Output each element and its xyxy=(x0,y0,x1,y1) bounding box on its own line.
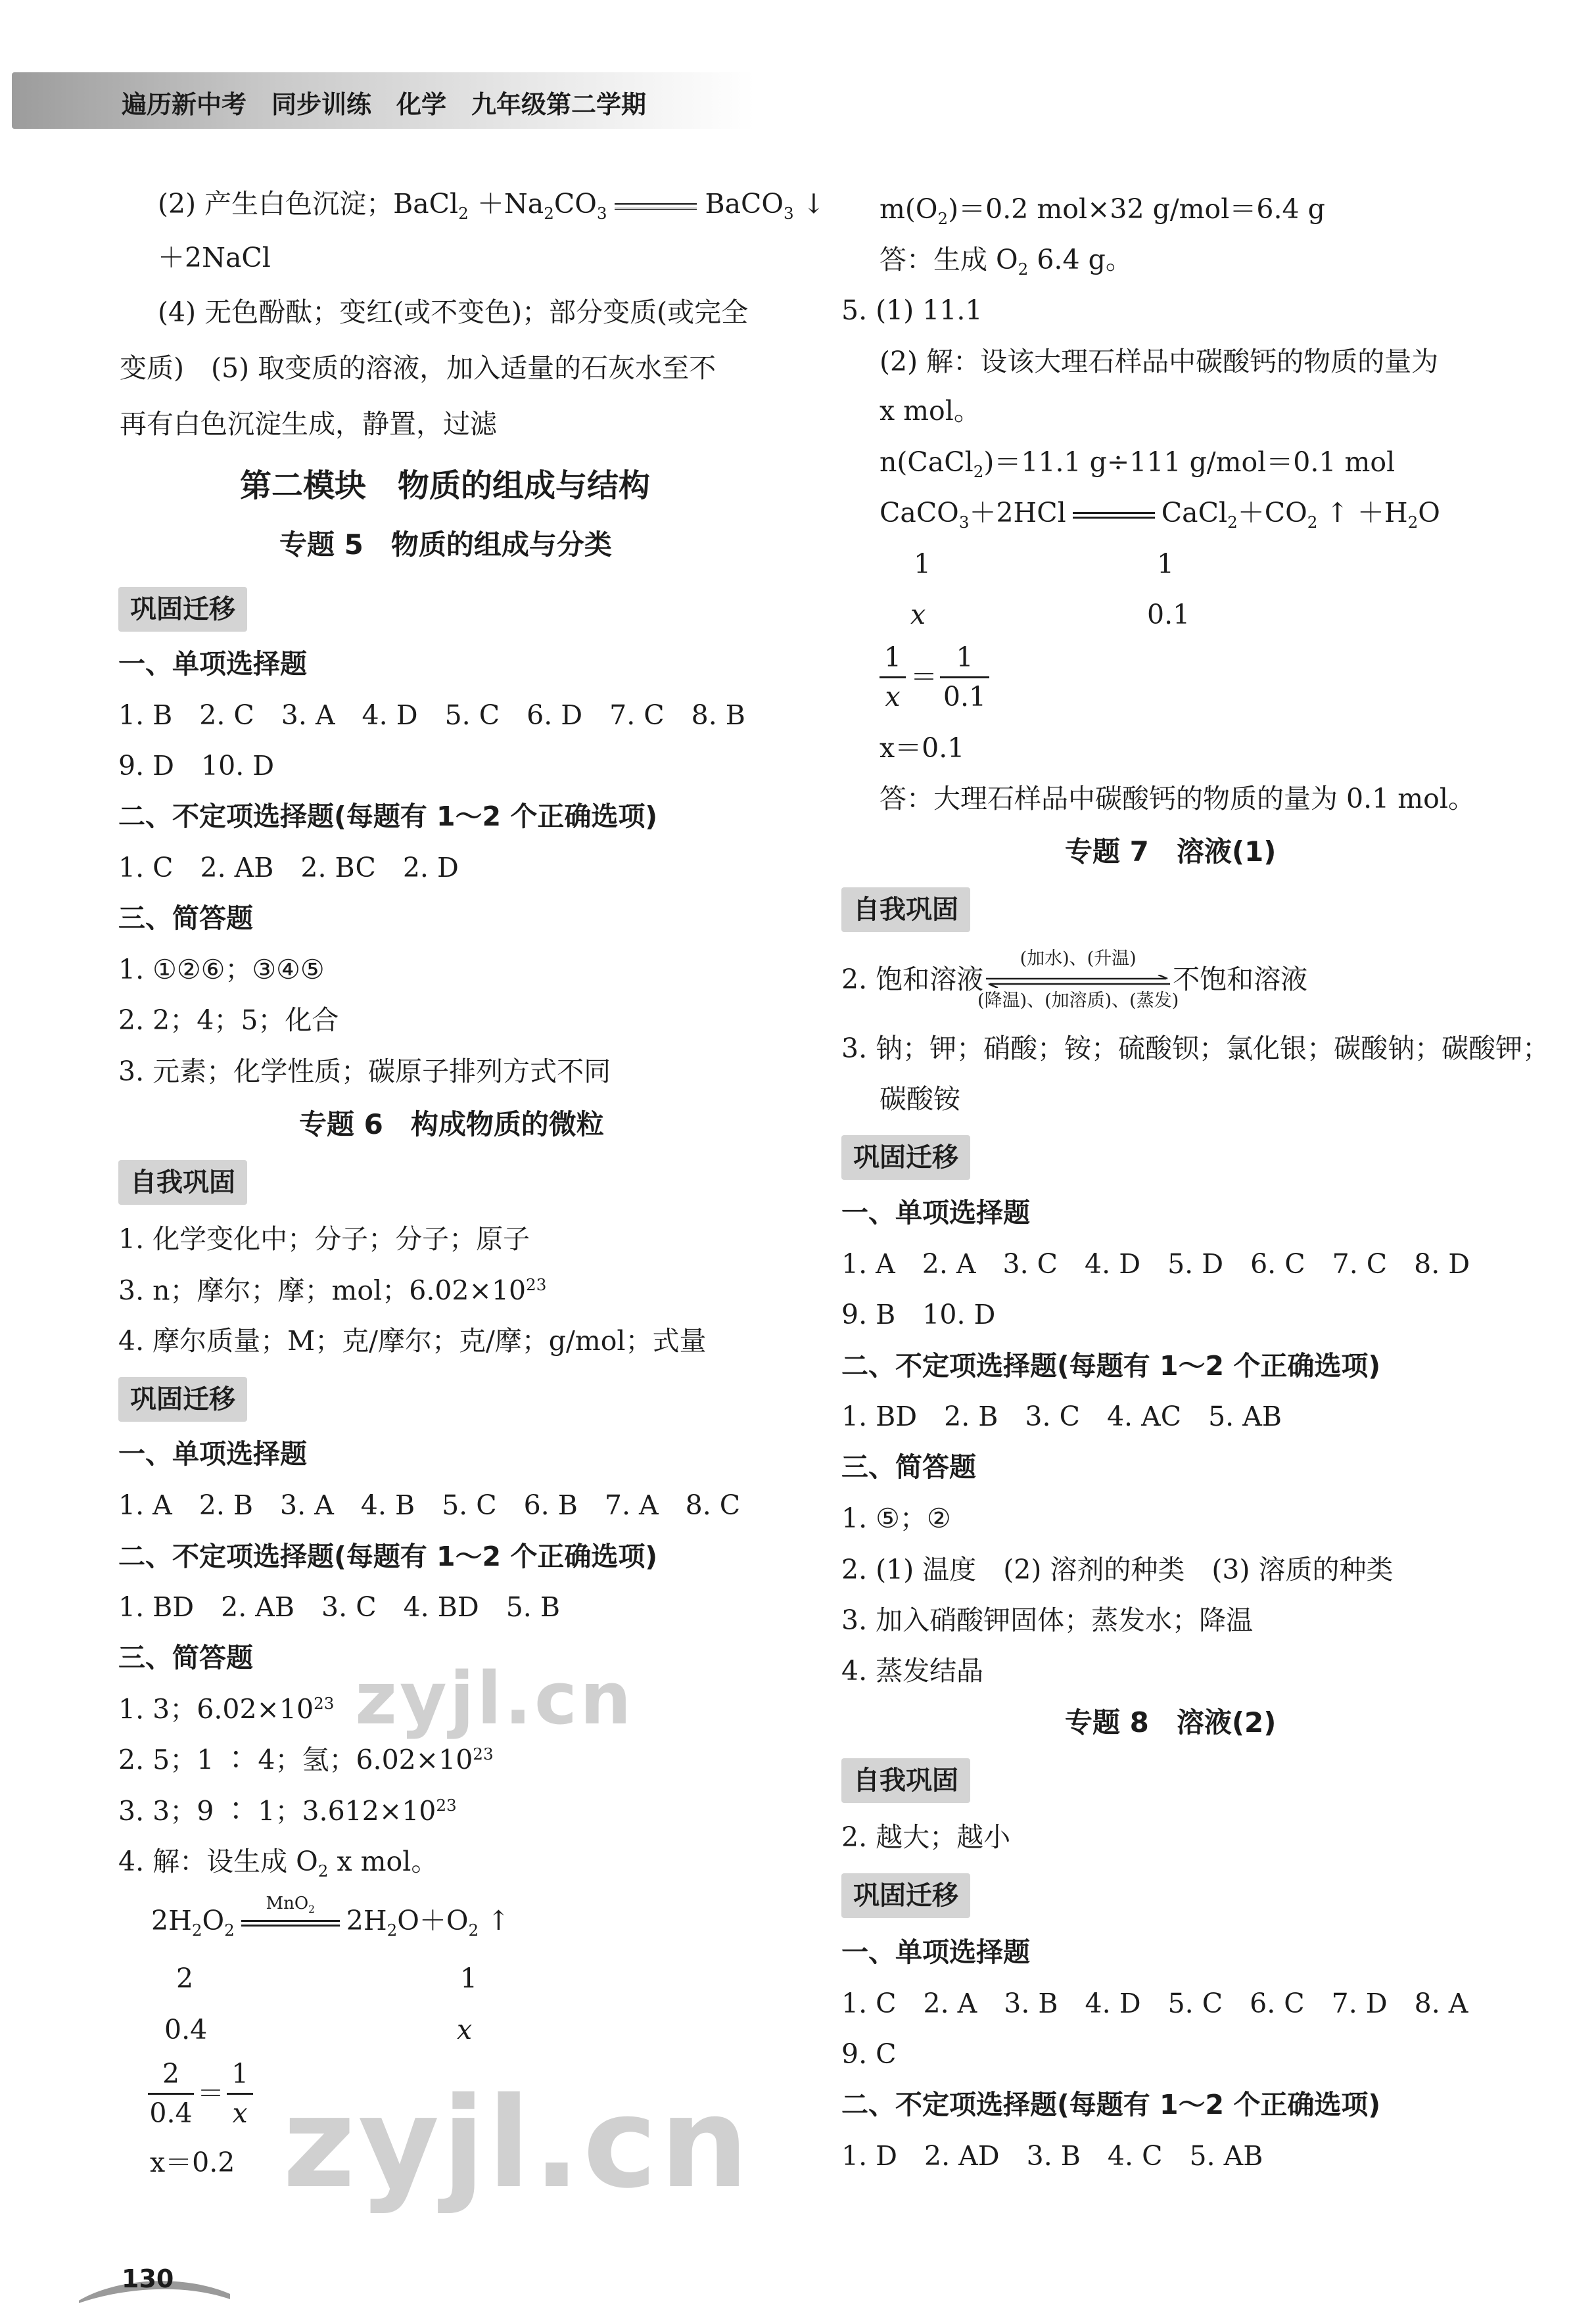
answer-line: 2. (1) 温度 (2) 溶剂的种类 (3) 溶质的种类 xyxy=(841,1554,1394,1585)
fraction: 1 0.1 xyxy=(940,644,989,711)
answer-line: x mol。 xyxy=(880,395,981,427)
section-chip: 巩固迁移 xyxy=(118,587,247,632)
answer-line: (2) 解：设该大理石样品中碳酸钙的物质的量为 xyxy=(880,346,1439,377)
page-number: 130 xyxy=(122,2264,174,2293)
answer-line: 变质) (5) 取变质的溶液，加入适量的石灰水至不 xyxy=(120,352,716,384)
answer-line: 1. BD 2. B 3. C 4. AC 5. AB xyxy=(841,1401,1282,1432)
section-heading: 三、简答题 xyxy=(841,1451,976,1483)
catalyst-condition xyxy=(241,1893,340,1927)
section-heading: 一、单项选择题 xyxy=(118,648,307,680)
answer-line: 3. 加入硝酸钾固体；蒸发水；降温 xyxy=(841,1604,1254,1636)
reaction-equals xyxy=(1073,512,1155,519)
section-heading: 二、不定项选择题(每题有 1～2 个正确选项) xyxy=(118,1541,658,1572)
answer-line: 1. 3；$6.02\times 10^{23}$ xyxy=(118,1693,335,1725)
answer-line: 4. 摩尔质量；M；克/摩尔；克/摩；g/mol；式量 xyxy=(118,1325,707,1357)
answer-line: x＝0.2 xyxy=(150,2147,235,2178)
coefficient: 1 xyxy=(460,1963,478,1994)
answer-line: 3. 元素；化学性质；碳原子排列方式不同 xyxy=(118,1056,611,1087)
answer-line: 答：生成 $O_2$ 6.4 g。 xyxy=(880,244,1133,279)
section-heading: 二、不定项选择题(每题有 1～2 个正确选项) xyxy=(118,801,658,832)
section-heading: 一、单项选择题 xyxy=(841,1936,1030,1968)
quantity: 0.1 xyxy=(1147,599,1190,630)
header-title: 遍历新中考 同步训练 化学 九年级第二学期 xyxy=(122,90,647,119)
answer-line: 9. C xyxy=(841,2038,897,2070)
answer-line: 答：大理石样品中碳酸钙的物质的量为 0.1 mol。 xyxy=(880,783,1475,814)
catalyst-label: MnO$_2$ xyxy=(266,1893,316,1915)
answer-line: 4. 蒸发结晶 xyxy=(841,1655,984,1687)
coefficient: 2 xyxy=(176,1963,194,1994)
answer-line: 3. 3；9 ∶ 1；$3.612\times 10^{23}$ xyxy=(118,1795,457,1827)
answer-line: 9. B 10. D xyxy=(841,1299,996,1330)
answer-line: 1. D 2. AD 3. B 4. C 5. AB xyxy=(841,2140,1263,2172)
reaction-equation: $2H_2O_2$ MnO$_2$ $2H_2O+O_2$ ↑ xyxy=(151,1893,510,1940)
section-chip: 自我巩固 xyxy=(841,1758,970,1803)
answer-line: n(CaCl$_2$)＝11.1 g÷111 g/mol＝0.1 mol xyxy=(880,446,1396,482)
module-title: 第二模块 物质的组成与结构 xyxy=(240,467,651,504)
section-heading: 三、简答题 xyxy=(118,1642,253,1673)
answer-line: x＝0.1 xyxy=(880,732,965,764)
section-chip: 巩固迁移 xyxy=(841,1135,970,1180)
fraction: 2 0.4 xyxy=(148,2061,194,2127)
topic-title: 专题 5 物质的组成与分类 xyxy=(279,528,612,561)
answer-line: 1. ①②⑥；③④⑤ xyxy=(118,954,325,985)
answer-line: 9. D 10. D xyxy=(118,750,275,782)
unknown: x xyxy=(457,2014,473,2045)
answer-line: 2. 5；1 ∶ 4；氢；$6.02\times 10^{23}$ xyxy=(118,1744,494,1776)
answer-line: (4) 无色酚酞；变红(或不变色)；部分变质(或完全 xyxy=(158,296,749,328)
answer-line: ＋2NaCl xyxy=(158,242,271,273)
arrow-top-label: (加水)、(升温) xyxy=(1020,948,1137,969)
answer-line: 1. A 2. A 3. C 4. D 5. D 6. C 7. C 8. D xyxy=(841,1248,1470,1280)
fraction: 1 x xyxy=(880,644,906,711)
answer-line: 1. A 2. B 3. A 4. B 5. C 6. B 7. A 8. C xyxy=(118,1489,741,1521)
topic-title: 专题 7 溶液(1) xyxy=(1065,835,1277,868)
section-chip: 自我巩固 xyxy=(118,1160,247,1205)
watermark: zyjl.cn xyxy=(283,2070,751,2216)
equilibrium-arrows xyxy=(977,948,1179,1011)
answer-line: 1. BD 2. AB 3. C 4. BD 5. B xyxy=(118,1591,560,1623)
section-heading: 二、不定项选择题(每题有 1～2 个正确选项) xyxy=(841,1350,1381,1382)
answer-line: 1. B 2. C 3. A 4. D 5. C 6. D 7. C 8. B xyxy=(118,699,745,731)
answer-line: 1. C 2. AB 2. BC 2. D xyxy=(118,852,459,883)
section-heading: 一、单项选择题 xyxy=(118,1438,307,1470)
answer-line: 3. n；摩尔；摩；mol；$6.02\times 10^{23}$ xyxy=(118,1274,547,1307)
topic-title: 专题 6 构成物质的微粒 xyxy=(299,1108,604,1140)
coefficient: 1 xyxy=(914,548,931,580)
answer-line: 4. 解：设生成 $O_2$ x mol。 xyxy=(118,1846,438,1881)
answer-line: 3. 钠；钾；硝酸；铵；硫酸钡；氯化银；碳酸钠；碳酸钾； xyxy=(841,1033,1550,1064)
fraction: 1 x xyxy=(227,2061,253,2127)
reaction-equals xyxy=(615,203,697,210)
answer-line: 再有白色沉淀生成，静置，过滤 xyxy=(120,408,497,440)
answer-line: 2. 饱和溶液 (加水)、(升温) (降温)、(加溶质)、(蒸发) 不饱和溶液 xyxy=(841,948,1308,1011)
watermark: zyjl.cn xyxy=(355,1656,634,1741)
unknown: x xyxy=(910,599,926,630)
reaction-equation: CaCO$_3$＋2HCl $CaCl_2+CO_2$ ↑ $+H_2O$ xyxy=(880,497,1440,532)
coefficient: 1 xyxy=(1157,548,1175,580)
answer-line: 2. 2；4；5；化合 xyxy=(118,1004,339,1036)
section-chip: 巩固迁移 xyxy=(841,1873,970,1918)
topic-title: 专题 8 溶液(2) xyxy=(1065,1706,1277,1739)
equals-sign: ＝ xyxy=(197,2078,224,2109)
answer-line: 1. ⑤；② xyxy=(841,1503,951,1534)
answer-line: (2) 产生白色沉淀；BaCl$_2$ $+Na_2CO_3$ BaCO$_3$ ↓ xyxy=(158,188,826,223)
section-heading: 三、简答题 xyxy=(118,902,253,934)
answer-line: $m(O_2)=0.2$ mol×32 g/mol＝6.4 g xyxy=(880,193,1325,229)
answer-line: 1. C 2. A 3. B 4. D 5. C 6. C 7. D 8. A xyxy=(841,1988,1468,2019)
quantity: 0.4 xyxy=(164,2014,208,2045)
answer-line: 1. 化学变化中；分子；分子；原子 xyxy=(118,1223,530,1255)
equals-sign: ＝ xyxy=(910,661,937,693)
answer-line: 2. 越大；越小 xyxy=(841,1821,1011,1853)
double-arrow-icon xyxy=(986,975,1170,988)
section-heading: 二、不定项选择题(每题有 1～2 个正确选项) xyxy=(841,2089,1381,2120)
answer-line: 碳酸铵 xyxy=(880,1083,960,1115)
arrow-bottom-label: (降温)、(加溶质)、(蒸发) xyxy=(977,990,1179,1011)
answer-line: 5. (1) 11.1 xyxy=(841,294,983,326)
section-chip: 自我巩固 xyxy=(841,887,970,932)
section-heading: 一、单项选择题 xyxy=(841,1197,1030,1228)
section-chip: 巩固迁移 xyxy=(118,1377,247,1422)
